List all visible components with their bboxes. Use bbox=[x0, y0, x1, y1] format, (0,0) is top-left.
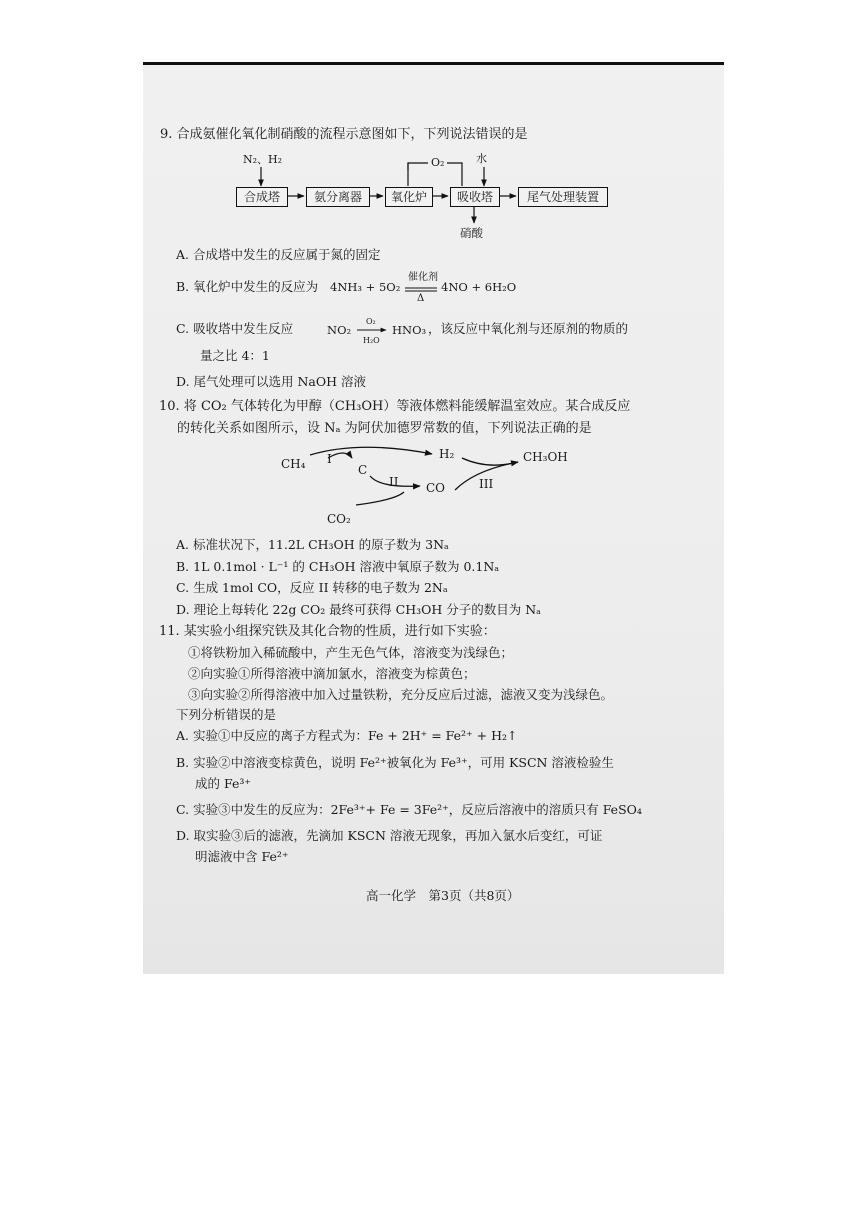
q11-option-b-line1: B. 实验②中溶液变棕黄色，说明 Fe²⁺被氧化为 Fe³⁺，可用 KSCN 溶液检验生 bbox=[176, 755, 614, 770]
q9-o2-label: O₂ bbox=[431, 156, 445, 169]
q9-option-c-suffix: ，该反应中氧化剂与还原剂的物质的 bbox=[428, 321, 629, 336]
flow-box-oxidation-furnace: 氧化炉 bbox=[385, 187, 433, 207]
diagram-label-i: I bbox=[327, 452, 332, 466]
q11-step2: ②向实验①所得溶液中滴加氯水，溶液变为棕黄色； bbox=[188, 666, 476, 681]
q10-stem-line2: 的转化关系如图所示，设 Nₐ 为阿伏加德罗常数的值，下列说法正确的是 bbox=[177, 421, 592, 436]
q10-stem-line1: 10. 将 CO₂ 气体转化为甲醇（CH₃OH）等液体燃料能缓解温室效应。某合成反应 bbox=[159, 399, 631, 414]
q11-step1: ①将铁粉加入稀硫酸中，产生无色气体，溶液变为浅绿色； bbox=[188, 645, 514, 660]
q11-option-b-line2: 成的 Fe³⁺ bbox=[195, 776, 251, 791]
flow-box-ammonia-separator: 氨分离器 bbox=[306, 187, 370, 207]
q9-option-a: A. 合成塔中发生的反应属于氮的固定 bbox=[176, 247, 381, 262]
q9-option-c-product: HNO₃ bbox=[392, 323, 427, 337]
q9-option-b-products: 4NO + 6H₂O bbox=[441, 280, 517, 294]
diagram-label-iii: III bbox=[479, 477, 494, 491]
q11-stem: 11. 某实验小组探究铁及其化合物的性质，进行如下实验： bbox=[159, 624, 496, 639]
q11-option-a: A. 实验①中反应的离子方程式为：Fe + 2H⁺ = Fe²⁺ + H₂↑ bbox=[176, 728, 518, 743]
flow-box-absorption-tower: 吸收塔 bbox=[450, 187, 500, 207]
q9-option-b-reactants: 4NH₃ + 5O₂ bbox=[330, 280, 401, 294]
q9-option-b-catalyst: 催化剂 bbox=[408, 272, 438, 283]
q9-option-b-heat: Δ bbox=[417, 293, 425, 304]
q9-input-label: N₂、H₂ bbox=[243, 153, 283, 166]
q10-option-c: C. 生成 1mol CO，反应 II 转移的电子数为 2Nₐ bbox=[176, 580, 448, 595]
diagram-ch3oh: CH₃OH bbox=[523, 450, 568, 464]
q11-option-c: C. 实验③中发生的反应为：2Fe³⁺+ Fe = 3Fe²⁺，反应后溶液中的溶质只有 FeSO₄ bbox=[176, 802, 642, 817]
q11-step3: ③向实验②所得溶液中加入过量铁粉，充分反应后过滤，滤液又变为浅绿色。 bbox=[188, 687, 614, 702]
q9-option-c-reactant: NO₂ bbox=[327, 323, 352, 337]
q10-option-b: B. 1L 0.1mol · L⁻¹ 的 CH₃OH 溶液中氧原子数为 0.1Nₐ bbox=[176, 559, 500, 574]
q9-water-label: 水 bbox=[476, 152, 487, 165]
q9-option-c-under: H₂O bbox=[363, 336, 380, 345]
q9-option-c-prefix: C. 吸收塔中发生反应 bbox=[176, 321, 294, 336]
q10-option-a: A. 标准状况下，11.2L CH₃OH 的原子数为 3Nₐ bbox=[176, 537, 449, 552]
q9-product-label: 硝酸 bbox=[460, 226, 483, 240]
diagram-ch4: CH₄ bbox=[281, 457, 306, 471]
diagram-c: C bbox=[358, 463, 368, 477]
diagram-h2: H₂ bbox=[439, 447, 455, 461]
diagram-co: CO bbox=[426, 481, 446, 495]
diagram-label-ii: II bbox=[389, 475, 399, 489]
q11-option-d-line2: 明滤液中含 Fe²⁺ bbox=[195, 849, 289, 864]
flow-box-synthesis-tower: 合成塔 bbox=[236, 187, 288, 207]
q9-stem: 9. 合成氨催化氧化制硝酸的流程示意图如下，下列说法错误的是 bbox=[160, 127, 528, 142]
q11-ask: 下列分析错误的是 bbox=[176, 707, 277, 722]
diagram-co2: CO₂ bbox=[327, 512, 351, 526]
q11-option-d-line1: D. 取实验③后的滤液，先滴加 KSCN 溶液无现象，再加入氯水后变红，可证 bbox=[176, 828, 603, 843]
page-footer: 高一化学 第3页（共8页） bbox=[366, 888, 520, 903]
q9-option-d: D. 尾气处理可以选用 NaOH 溶液 bbox=[176, 374, 367, 389]
q10-option-d: D. 理论上每转化 22g CO₂ 最终可获得 CH₃OH 分子的数目为 Nₐ bbox=[176, 602, 541, 617]
q9-option-c-over: O₂ bbox=[366, 317, 376, 326]
q9-option-c-line2: 量之比 4：1 bbox=[200, 348, 270, 363]
flow-box-tail-gas-device: 尾气处理装置 bbox=[518, 187, 608, 207]
q9-option-b-prefix: B. 氧化炉中发生的反应为 bbox=[176, 279, 319, 294]
